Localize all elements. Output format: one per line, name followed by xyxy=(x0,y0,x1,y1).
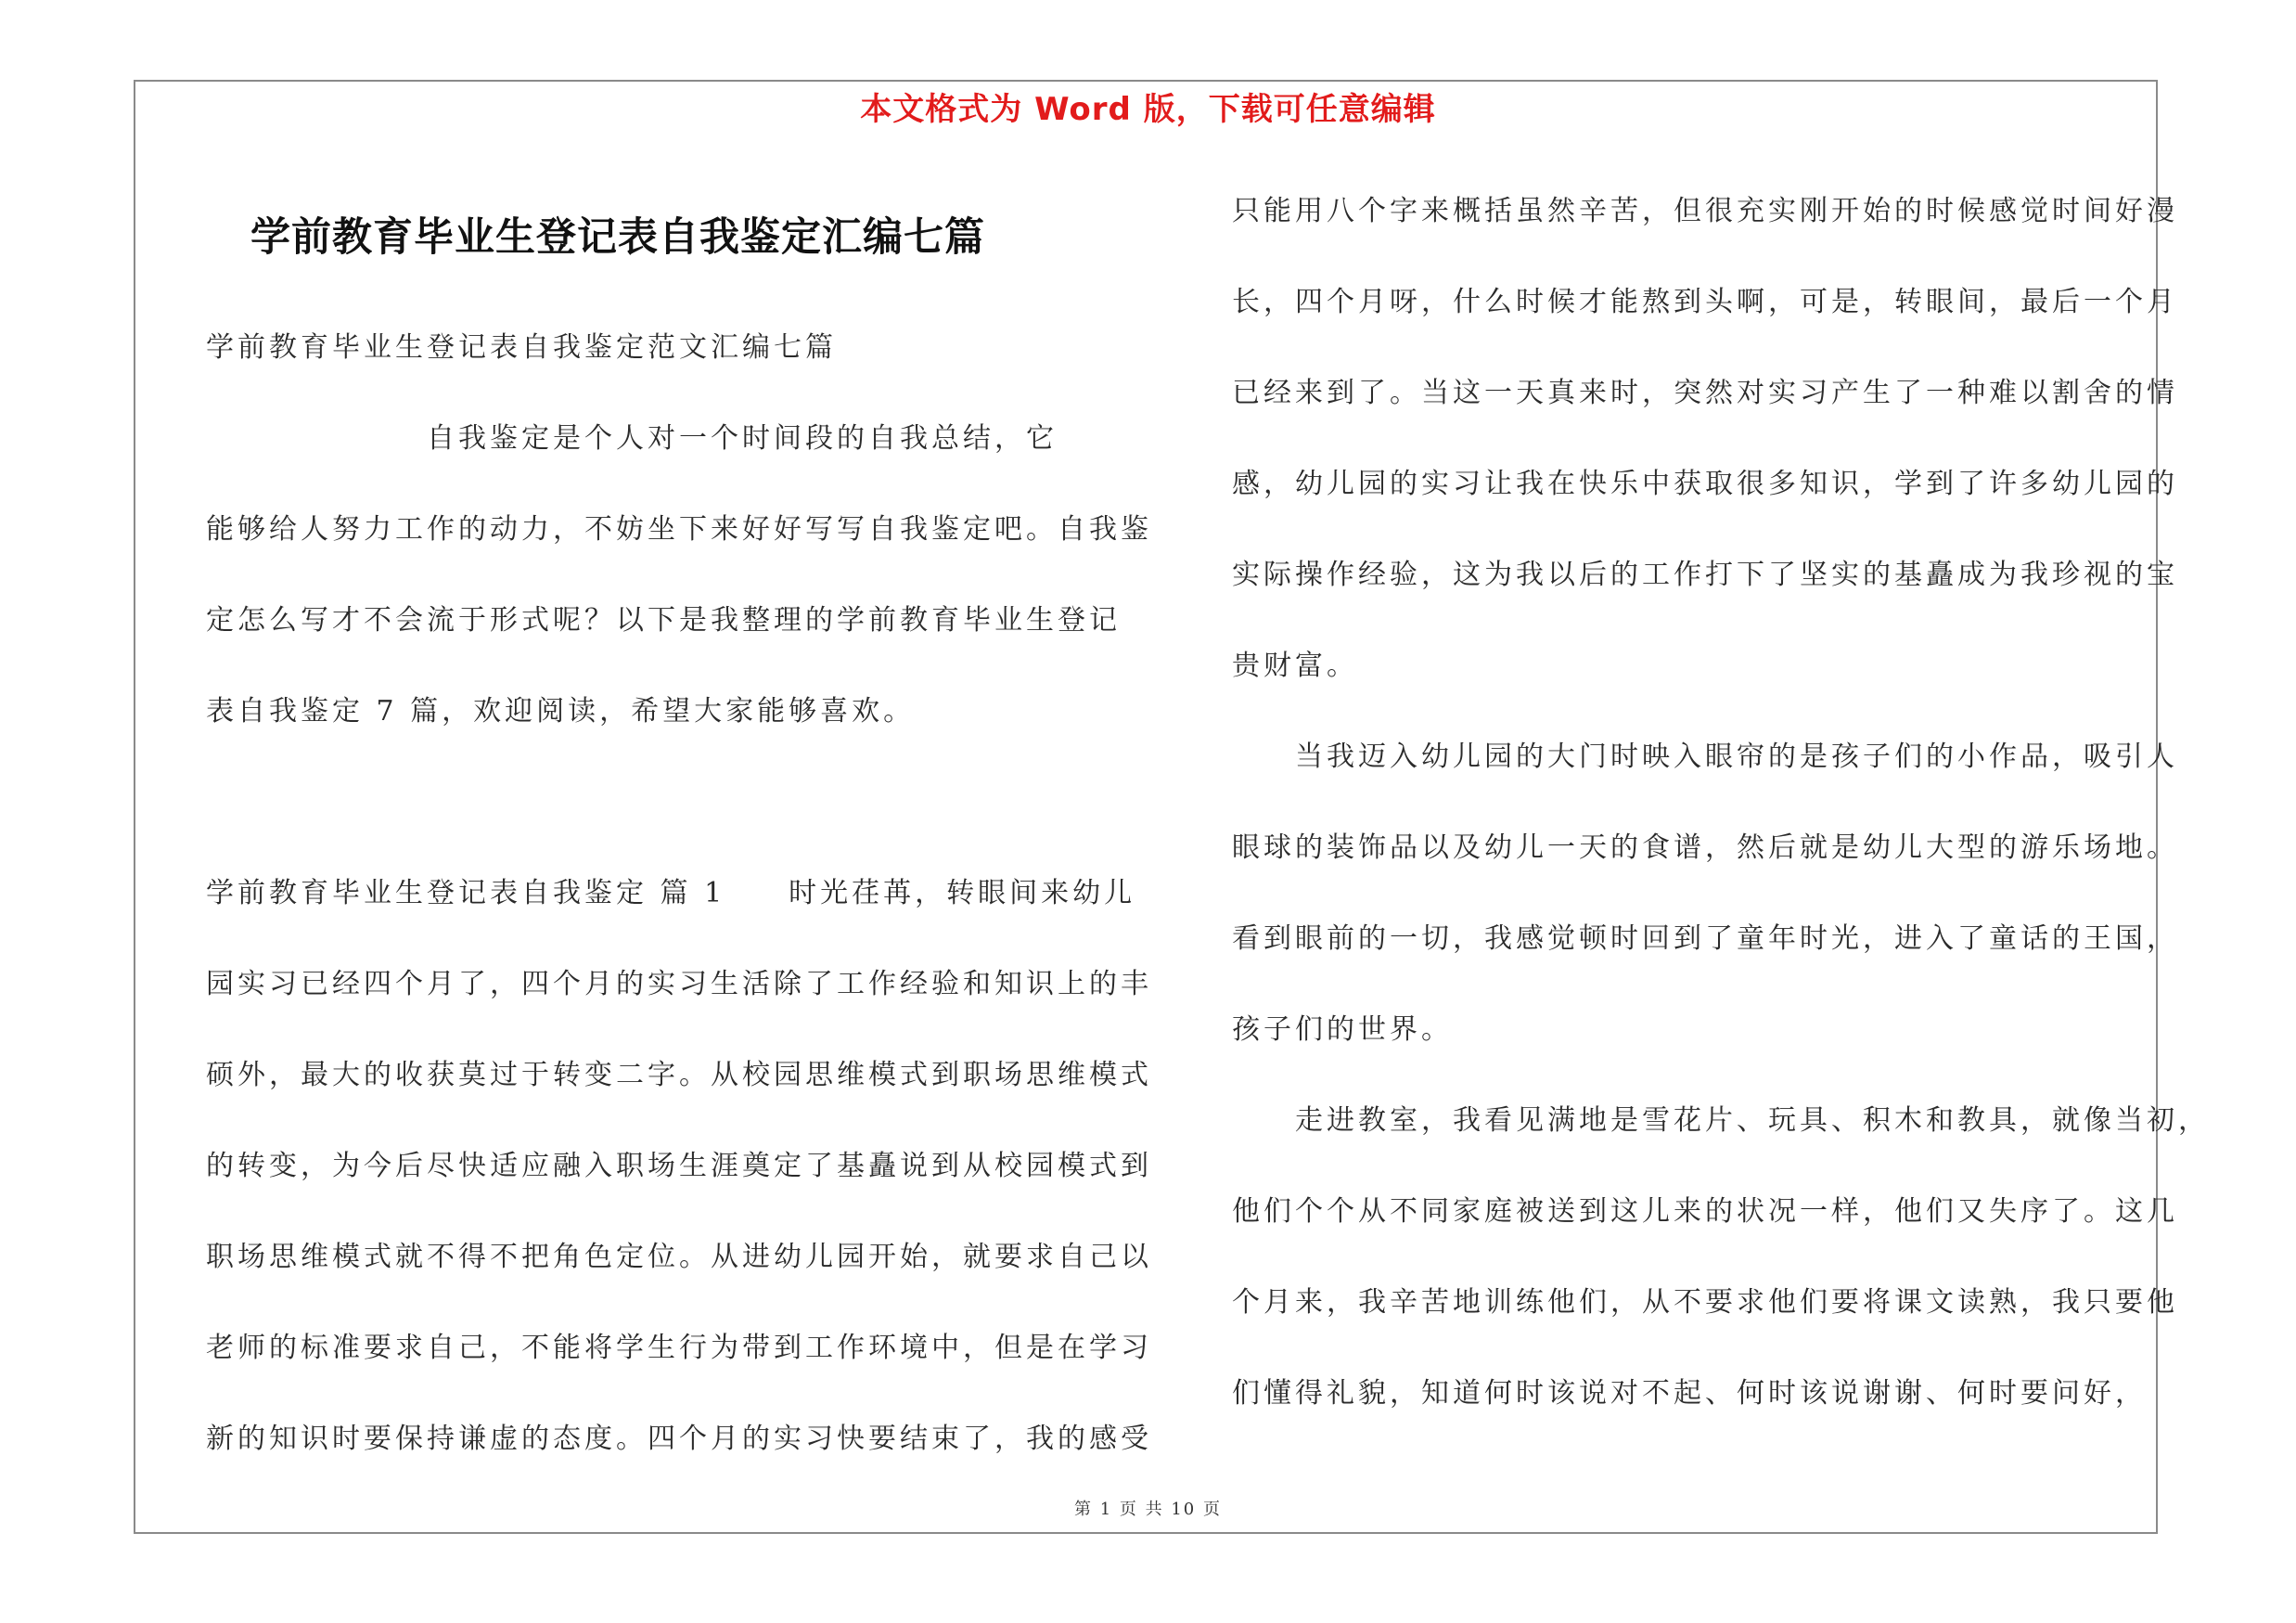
text-line: 只能用八个字来概括虽然辛苦，但很充实刚开始的时候感觉时间好漫 xyxy=(1232,195,2178,227)
text-line: 感，幼儿园的实习让我在快乐中获取很多知识，学到了许多幼儿园的 xyxy=(1232,468,2178,500)
text-line: 看到眼前的一切，我感觉顿时回到了童年时光，进入了童话的王国， xyxy=(1232,922,2178,955)
page-number: 第 1 页 共 10 页 xyxy=(1074,1500,1222,1519)
text-line: 已经来到了。当这一天真来时，突然对实习产生了一种难以割舍的情 xyxy=(1232,377,2178,409)
text-line: 贵财富。 xyxy=(1232,650,1358,682)
blank-line xyxy=(206,757,1126,848)
text-line: 老师的标准要求自己，不能将学生行为带到工作环境中，但是在学习 xyxy=(206,1332,1152,1364)
text-line: 们懂得礼貌，知道何时该说对不起、何时该说谢谢、何时要问好， xyxy=(1232,1377,2147,1410)
document-title: 学前教育毕业生登记表自我鉴定汇编七篇 xyxy=(250,214,985,261)
right-column xyxy=(1232,166,2210,1439)
text-line: 眼球的装饰品以及幼儿一天的食谱，然后就是幼儿大型的游乐场地。 xyxy=(1232,831,2178,864)
text-line: 个月来，我辛苦地训练他们，从不要求他们要将课文读熟，我只要他 xyxy=(1232,1286,2178,1319)
text-line: 硕外，最大的收获莫过于转变二字。从校园思维模式到职场思维模式 xyxy=(206,1059,1152,1091)
text-line: 学前教育毕业生登记表自我鉴定 篇 1 时光荏苒，转眼间来幼儿 xyxy=(206,877,1136,909)
text-line: 职场思维模式就不得不把角色定位。从进幼儿园开始，就要求自己以 xyxy=(206,1241,1152,1273)
text-line: 定怎么写才不会流于形式呢？以下是我整理的学前教育毕业生登记 xyxy=(206,604,1121,637)
text-line: 自我鉴定是个人对一个时间段的自我总结，它 xyxy=(206,422,1058,455)
text-line: 园实习已经四个月了，四个月的实习生活除了工作经验和知识上的丰 xyxy=(206,968,1152,1000)
text-line: 当我迈入幼儿园的大门时映入眼帘的是孩子们的小作品，吸引人 xyxy=(1232,741,2178,773)
text-line: 能够给人努力工作的动力，不妨坐下来好好写写自我鉴定吧。自我鉴 xyxy=(206,513,1152,546)
format-banner: 本文格式为 Word 版，下载可任意编辑 xyxy=(860,91,1436,128)
text-line: 新的知识时要保持谦虚的态度。四个月的实习快要结束了，我的感受 xyxy=(206,1423,1152,1455)
text-line: 孩子们的世界。 xyxy=(1232,1013,1453,1046)
text-line: 实际操作经验，这为我以后的工作打下了坚实的基矗成为我珍视的宝 xyxy=(1232,559,2178,591)
text-line: 的转变，为今后尽快适应融入职场生涯奠定了基矗说到从校园模式到 xyxy=(206,1150,1152,1182)
text-line: 他们个个从不同家庭被送到这儿来的状况一样，他们又失序了。这几 xyxy=(1232,1195,2178,1228)
text-line: 长，四个月呀，什么时候才能熬到头啊，可是，转眼间，最后一个月 xyxy=(1232,286,2178,318)
text-line: 表自我鉴定 7 篇，欢迎阅读，希望大家能够喜欢。 xyxy=(206,695,916,728)
left-column xyxy=(206,303,1152,1485)
text-line: 学前教育毕业生登记表自我鉴定范文汇编七篇 xyxy=(206,331,837,364)
text-line: 走进教室，我看见满地是雪花片、玩具、积木和教具，就像当初， xyxy=(1232,1104,2210,1137)
